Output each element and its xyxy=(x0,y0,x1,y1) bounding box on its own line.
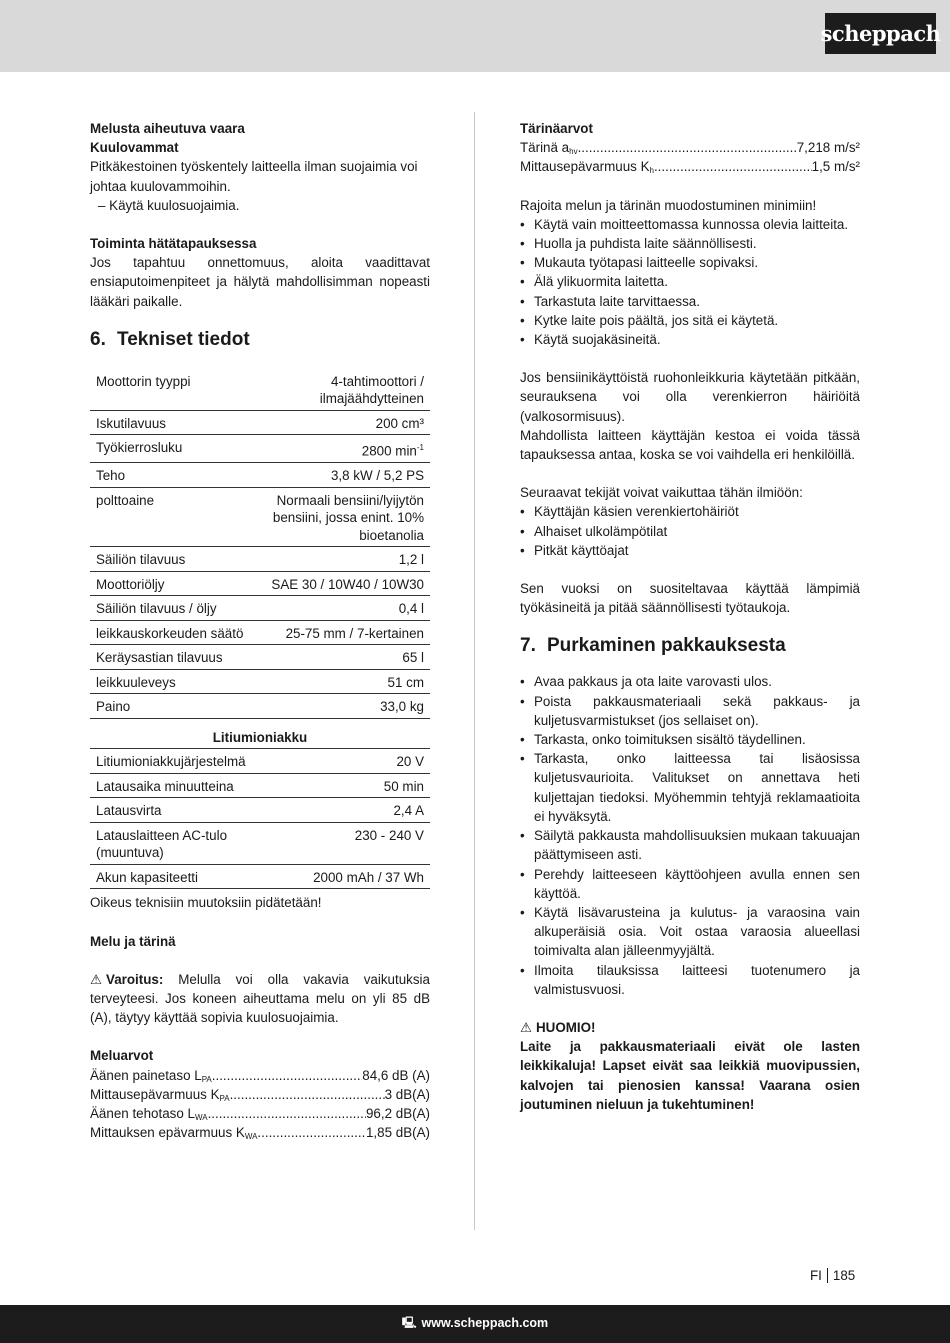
spec-row xyxy=(90,571,430,596)
header-band xyxy=(0,0,950,72)
section-6-number: 6. xyxy=(90,328,106,350)
page-number xyxy=(810,1266,855,1285)
spec-value: 3,8 kW / 5,2 PS xyxy=(252,463,430,488)
spec-label: leikkuuleveys xyxy=(90,669,252,694)
limit-list xyxy=(520,215,860,349)
spec-value: 200 cm³ xyxy=(252,410,430,435)
noise-value-row-subscript: WA xyxy=(244,1132,258,1142)
spec-row xyxy=(90,463,430,488)
unpack-list-item: • Tarkasta, onko laitteessa tai lisäosissa kuljetusvaurioita. Valitukset on annettava heti kuljettajan tiedoksi. Myöhemmin tehtyjä reklamaatioita ei hyväksytä. xyxy=(520,749,860,826)
limit-list-item: • Käytä vain moitteettomassa kunnossa olevia laitteita. xyxy=(520,215,860,234)
battery-spec-row xyxy=(90,798,430,823)
battery-spec-value: 2,4 A xyxy=(252,798,430,823)
vibration-values-list xyxy=(520,138,860,176)
limit-list-item: • Tarkastuta laite tarvittaessa. xyxy=(520,292,860,311)
battery-spec-row xyxy=(90,749,430,774)
spec-label: leikkauskorkeuden säätö xyxy=(90,620,252,645)
spec-value: 0,4 l xyxy=(252,596,430,621)
noise-value-row xyxy=(90,1066,430,1085)
unpack-list xyxy=(520,672,860,998)
vibration-value-row-value: 1,5 m/s² xyxy=(811,159,860,175)
noise-value-row-value: 84,6 dB (A) xyxy=(362,1067,430,1083)
rights-note: Oikeus teknisiin muutoksiin pidätetään! xyxy=(90,895,322,911)
noise-value-row-subscript: WA xyxy=(194,1112,208,1122)
spec-value: 33,0 kg xyxy=(252,694,430,719)
section-7-heading xyxy=(520,634,860,658)
spec-value: Normaali bensiini/lyijytön bensiini, jossa enint. 10% bioetanolia xyxy=(252,487,430,547)
recommend-text: Sen vuoksi on suositeltavaa käyttää lämpimiä työkäsineitä ja pitää säännöllisesti työtaukoja. xyxy=(520,581,860,616)
vibration-title: Tärinäarvot xyxy=(520,121,593,136)
factors-list-item: • Pitkät käyttöajat xyxy=(520,541,860,560)
vibration-value-row xyxy=(520,157,860,176)
spec-label: Työkierrosluku xyxy=(90,435,252,463)
noise-value-row-subscript: PA xyxy=(219,1093,230,1103)
spec-row xyxy=(90,620,430,645)
column-divider xyxy=(474,112,475,1230)
noise-value-row-label-text: Mittausepävarmuus K xyxy=(90,1086,220,1102)
battery-spec-value: 20 V xyxy=(252,749,430,774)
spec-row xyxy=(90,369,430,411)
noise-value-row-subscript: PA xyxy=(201,1074,212,1084)
noise-hazard-subtitle: Kuulovammat xyxy=(90,140,179,156)
unpack-list-item: • Tarkasta, onko toimituksen sisältö täydellinen. xyxy=(520,730,860,749)
battery-spec-value: 50 min xyxy=(252,773,430,798)
spec-value: 51 cm xyxy=(252,669,430,694)
notice-text: Laite ja pakkausmateriaali eivät ole lasten leikkikaluja! Lapset eivät saa leikkiä muovipussien, kalvojen tai pienosien kanssa! Vaarana osien joutuminen nieluun ja tukehtuminen! xyxy=(520,1039,860,1112)
battery-spec-label: Latauslaitteen AC-tulo (muuntuva) xyxy=(90,822,252,864)
vibration-value-row-label xyxy=(520,138,578,157)
spec-row xyxy=(90,435,430,463)
brand-logo: scheppach xyxy=(825,13,936,54)
leader-dots xyxy=(578,138,797,157)
vibration-value-row xyxy=(520,138,860,157)
noise-hazard-dash-item: – Käytä kuulosuojaimia. xyxy=(98,197,240,213)
noise-value-row xyxy=(90,1085,430,1104)
leader-dots xyxy=(208,1104,366,1123)
noise-value-row xyxy=(90,1123,430,1142)
footer-page: 185 xyxy=(832,1268,856,1283)
spec-table xyxy=(90,369,430,889)
noise-value-row-label xyxy=(90,1085,230,1104)
emergency-title: Toiminta hätätapauksessa xyxy=(90,236,257,252)
left-column xyxy=(90,119,430,1142)
battery-spec-label: Akun kapasiteetti xyxy=(90,864,252,889)
spec-label: Moottoriöljy xyxy=(90,571,252,596)
battery-heading: Litiumioniakku xyxy=(90,718,430,749)
long-use-text: Jos bensiinikäyttöistä ruohonleikkuria käytetään pitkään, seurauksena voi olla verenkierron häiriöitä (valkosormisuus). xyxy=(520,370,860,424)
unpack-list-item: • Perehdy laitteeseen käyttöohjeen avulla ennen sen käyttöä. xyxy=(520,865,860,903)
noise-value-row-value: 96,2 dB(A) xyxy=(365,1105,430,1121)
footer-language: FI xyxy=(810,1268,822,1283)
vibration-value-row-value: 7,218 m/s² xyxy=(796,140,860,156)
notice-heading xyxy=(520,1018,860,1037)
vibration-value-row-label-text: Tärinä a xyxy=(520,140,570,156)
noise-value-row-label-text: Mittauksen epävarmuus K xyxy=(90,1125,245,1141)
battery-spec-value: 2000 mAh / 37 Wh xyxy=(252,864,430,889)
spec-label: Säiliön tilavuus / öljy xyxy=(90,596,252,621)
factors-list-item: • Käyttäjän käsien verenkiertohäiriöt xyxy=(520,502,860,521)
spec-row xyxy=(90,487,430,547)
limit-list-item: • Kytke laite pois päältä, jos sitä ei käytetä. xyxy=(520,311,860,330)
spec-label: polttoaine xyxy=(90,487,252,547)
spec-label: Iskutilavuus xyxy=(90,410,252,435)
limit-list-item: • Käytä suojakäsineitä. xyxy=(520,330,860,349)
vibration-value-row-label-text: Mittausepävarmuus K xyxy=(520,159,650,175)
noise-vibration-title: Melu ja tärinä xyxy=(90,933,176,949)
spec-label: Moottorin tyyppi xyxy=(90,369,252,411)
noise-value-row-label xyxy=(90,1104,208,1123)
spec-row xyxy=(90,645,430,670)
vibration-value-row-subscript: h xyxy=(649,166,654,176)
vibration-value-row-subscript: hv xyxy=(569,147,578,157)
spec-label: Säiliön tilavuus xyxy=(90,547,252,572)
spec-value: 65 l xyxy=(252,645,430,670)
leader-dots xyxy=(654,157,812,176)
battery-spec-row xyxy=(90,773,430,798)
limit-list-item: • Huolla ja puhdista laite säännöllisesti. xyxy=(520,234,860,253)
spec-label: Keräysastian tilavuus xyxy=(90,645,252,670)
spec-row xyxy=(90,694,430,719)
noise-value-row-label xyxy=(90,1066,212,1085)
unpack-list-item: • Käytä lisävarusteina ja kulutus- ja varaosina vain alkuperäisiä osia. Voit ostaa varaosia alueellasi toimivalta alan jälleenmyyjältä. xyxy=(520,903,860,961)
spec-value: 25-75 mm / 7-kertainen xyxy=(252,620,430,645)
unpack-list-item: • Ilmoita tilauksissa laitteesi tuotenumero ja valmistusvuosi. xyxy=(520,961,860,999)
emergency-text: Jos tapahtuu onnettomuus, aloita vaadittavat ensiaputoimenpiteet ja hälytä mahdollisimman nopeasti lääkäri paikalle. xyxy=(90,255,430,309)
unpack-list-item: • Säilytä pakkausta mahdollisuuksien mukaan takuuajan päättymiseen asti. xyxy=(520,826,860,864)
spec-row xyxy=(90,596,430,621)
monitor-icon: 🖳 xyxy=(401,1317,417,1330)
noise-value-row-label xyxy=(90,1123,257,1142)
unpack-list-item: • Poista pakkausmateriaali sekä pakkaus- ja kuljetusvarmistukset (jos sellaiset on). xyxy=(520,692,860,730)
battery-spec-label: Latausaika minuutteina xyxy=(90,773,252,798)
unpack-list-item: • Avaa pakkaus ja ota laite varovasti ulos. xyxy=(520,672,860,691)
footer-website[interactable]: www.scheppach.com xyxy=(421,1316,549,1331)
section-6-title: Tekniset tiedot xyxy=(117,328,250,350)
spec-row xyxy=(90,547,430,572)
spec-row xyxy=(90,410,430,435)
limit-list-item: • Älä ylikuormita laitetta. xyxy=(520,272,860,291)
footer-bar xyxy=(0,1305,950,1343)
limit-list-item: • Mukauta työtapasi laitteelle sopivaksi. xyxy=(520,253,860,272)
section-6-heading xyxy=(90,328,430,352)
noise-value-row xyxy=(90,1104,430,1123)
section-7-number: 7. xyxy=(520,635,536,657)
leader-dots xyxy=(257,1123,366,1142)
battery-spec-label: Latausvirta xyxy=(90,798,252,823)
spec-label: Paino xyxy=(90,694,252,719)
notice-label: HUOMIO! xyxy=(536,1019,596,1035)
spec-value: SAE 30 / 10W40 / 10W30 xyxy=(252,571,430,596)
battery-heading-row xyxy=(90,718,430,749)
battery-spec-label: Litiumioniakkujärjestelmä xyxy=(90,749,252,774)
warning-triangle-icon: ⚠ xyxy=(90,971,103,987)
noise-value-row-value: 1,85 dB(A) xyxy=(365,1125,430,1141)
spec-row xyxy=(90,669,430,694)
warning-triangle-icon: ⚠ xyxy=(520,1019,533,1035)
noise-value-row-label-text: Äänen tehotaso L xyxy=(90,1105,195,1121)
noise-value-row-label-text: Äänen painetaso L xyxy=(90,1067,202,1083)
noise-values-title: Meluarvot xyxy=(90,1048,154,1064)
vibration-value-row-label xyxy=(520,157,654,176)
spec-value: 4-tahtimoottori / ilmajäähdytteinen xyxy=(252,369,430,411)
warning-paragraph xyxy=(90,970,430,1028)
warning-text: Melulla voi olla vakavia vaikutuksia terveyteesi. Jos koneen aiheuttama melu on yli 85 dB (A), täytyy käyttää sopivia kuulosuojaimia. xyxy=(90,971,430,1026)
noise-hazard-text: Pitkäkestoinen työskentely laitteella ilman suojaimia voi johtaa kuulovammoihin. xyxy=(90,159,418,194)
factors-intro: Seuraavat tekijät voivat vaikuttaa tähän ilmiöön: xyxy=(520,485,803,501)
spec-value: 1,2 l xyxy=(252,547,430,572)
battery-spec-value: 230 - 240 V xyxy=(252,822,430,864)
battery-spec-row xyxy=(90,864,430,889)
factors-list-item: • Alhaiset ulkolämpötilat xyxy=(520,522,860,541)
spec-label: Teho xyxy=(90,463,252,488)
noise-values-list xyxy=(90,1066,430,1143)
section-7-title: Purkaminen pakkauksesta xyxy=(547,635,786,657)
noise-hazard-title: Melusta aiheutuva vaara xyxy=(90,121,245,136)
leader-dots xyxy=(212,1066,363,1085)
right-column xyxy=(520,119,860,1114)
factors-list xyxy=(520,502,860,560)
leader-dots xyxy=(230,1085,385,1104)
battery-spec-row xyxy=(90,822,430,864)
spec-value: 2800 $\min^{-1}$ xyxy=(252,435,430,463)
limit-intro: Rajoita melun ja tärinän muodostuminen minimiin! xyxy=(520,197,817,213)
long-use-text-2: Mahdollista laitteen käyttäjän kestoa ei voida tässä tapauksessa antaa, koska se voi vaihdella eri henkilöillä. xyxy=(520,427,860,463)
warning-label: Varoitus: xyxy=(106,971,164,987)
noise-value-row-value: 3 dB(A) xyxy=(384,1086,430,1102)
